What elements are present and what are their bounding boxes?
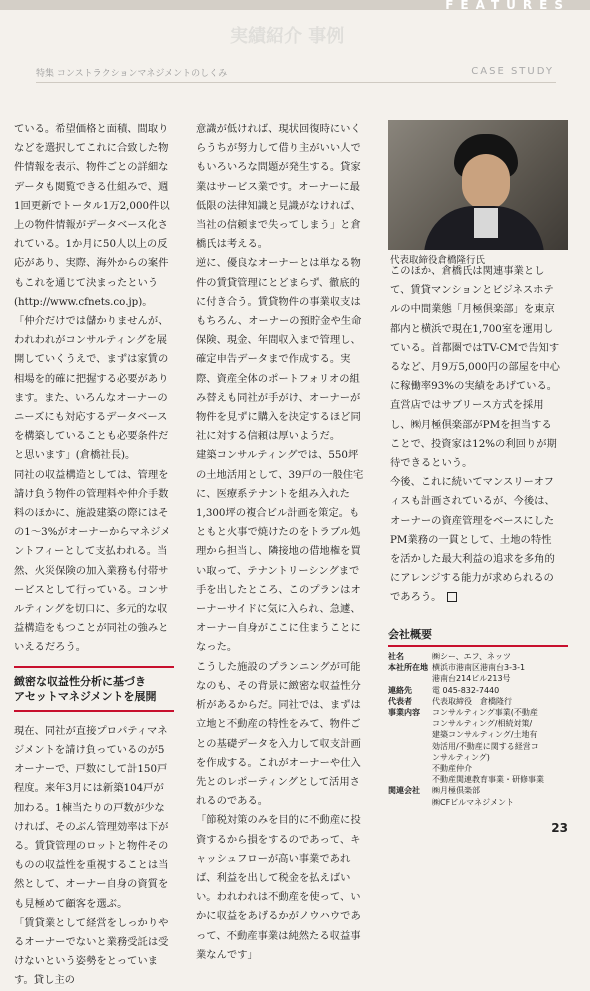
company-profile-key: 関連会社 [388, 786, 420, 796]
column-1 [14, 120, 174, 991]
company-profile-row [388, 662, 568, 684]
company-profile-value [432, 685, 568, 696]
paragraph [390, 473, 560, 607]
breadcrumb: 特集 コンストラクションマネジメントのしくみ [36, 69, 228, 79]
section-heading-line-1: 緻密な収益性分析に基づき [14, 674, 146, 688]
company-profile-value-line: 効活用/不動産に関する経営コ [432, 741, 539, 751]
paragraph: 逆に、優良なオーナーとは単なる物件の賃貸管理にとどまらず、徹底的に付き合う。賃貸物件の事業収支はもちろん、オーナーの預貯金や生命保険、現金、年間収入まで管理し、確定申告データまで作成する。実際、資産全体のポートフォリオの組み替えも同社が手がけ、オーナーが物件を見ずに購入を決定するほど同社に対する信頼は厚いようだ。 [196, 257, 362, 443]
company-profile-value-line: ンサルティング) [432, 752, 490, 762]
company-profile-value-line: ㈱月極倶楽部 [432, 786, 480, 796]
company-profile-value-line: 港南台214ビル213号 [432, 674, 511, 684]
paragraph: 意識が低ければ、現状回復時にいくらうちが努力して借り主がいい人でもいろいろな問題が発生する。貸家業はサービス業です。オーナーに最低限の法律知識と見識がなければ、当社の信頼まで失ってしまう」と倉橋氏は考える。 [196, 123, 361, 251]
company-profile-value-line: ㈱シー、エフ、ネッツ [432, 652, 512, 661]
paragraph: 建築コンサルティングでは、550坪の土地活用として、39戸の一般住宅に、医療系テナントを組み入れた1,300坪の複合ビル計画を策定。もともと火事で焼けたのをトラブル処理から担当し、隣接地の借地権を買い取って、テナントリーシングまで手を出したところ、このプランはオーナーサイドに気に入られ、急遽、オーナー自身がここに住まうことになった。 [196, 449, 364, 654]
paragraph: ている。希望価格と面積、間取りなどを選択してこれに合致した物件情報を表示、物件ごとの詳細なデータも閲覧できる仕組みで、週1回更新でトータル1万2,000件以上の物件情報がデータベース化されている。1か月に50人以上の反応があり、実際、海外からの案件もこれを通じて決まったという (http://www.cfnets.co.jp)。 [14, 123, 170, 308]
company-profile-value [432, 696, 568, 707]
company-profile-value-line: コンサルティング/相続対策/ [432, 719, 533, 729]
company-profile-row [388, 685, 568, 696]
page-number: 23 [551, 821, 568, 835]
company-profile-rows [388, 651, 568, 808]
company-profile-key: 代表者 [388, 696, 412, 706]
company-profile-key: 社名 [388, 652, 404, 661]
ghost-title: 実績紹介 事例 [230, 26, 345, 47]
column-3 [390, 262, 560, 608]
section-heading [14, 666, 174, 712]
company-profile-key: 連絡先 [388, 685, 412, 695]
section-label: FEATURES [445, 0, 570, 12]
paragraph: 同社の収益構造としては、管理を請け負う物件の管理料や仲介手数料のほかに、施設建築の際にはその1〜3%がオーナーからマネジメントフィーとして支払われる。当然、火災保険の加入業務も付帯サービスとして行っている。コンサルティングを切口に、多元的な収益構造をもつことが同社の強みといえるだろう。 [14, 468, 171, 654]
company-profile [388, 626, 568, 808]
company-profile-value [432, 785, 568, 807]
company-profile-key: 本社所在地 [388, 663, 428, 673]
company-profile-value-line: 不動産仲介 [432, 764, 472, 774]
company-profile-row [388, 696, 568, 707]
paragraph: 「仲介だけでは儲かりませんが、われわれがコンサルティングを展開していくうえで、まずは家賃の相場を的確に把握する必要があります。また、いろんなオーナーのニーズにも対応するデータベースを構築していることも必要条件だと思います」(倉橋社長)。 [14, 315, 169, 462]
section-heading-line-2: アセットマネジメントを展開 [14, 689, 157, 703]
end-mark-icon [447, 592, 457, 602]
company-profile-value-line: 電 045-832-7440 [432, 685, 500, 695]
paragraph: 「節税対策のみを目的に不動産に投資するから損をするのであって、キャッシュフローが高い事業であれば、利益を出して税金を払えばいい。われわれは不動産を使って、いかに収益をあげるかがノウハウであって、不動産事業は純然たる収益事業なんです」 [196, 814, 361, 961]
column-2 [196, 120, 366, 965]
header-rule [36, 82, 556, 83]
company-profile-key: 事業内容 [388, 708, 420, 718]
case-study-label: CASE STUDY [471, 66, 554, 77]
photo-caption: 代表取締役倉橋隆行氏 [390, 255, 486, 266]
company-profile-value [432, 662, 568, 684]
paragraph: こうした施設のプランニングが可能なのも、その背景に緻密な収益性分析があるからだ。同社では、まずは立地と不動産の特性をみて、物件ごとの基礎データを入力して収支計画を作成する。これがオーナーや仕入先とのレポーティングとして活用されるのである。 [196, 660, 361, 808]
company-profile-value [432, 651, 568, 662]
company-profile-row [388, 785, 568, 807]
paragraph: 現在、同社が直接プロパティマネジメントを請け負っているのが5オーナーで、戸数にして計150戸程度。来年3月には新築104戸が加わる。1棟当たりの戸数が少なければ、そのぶん管理効率は下がる。賃貸管理のロットと物件そのものの収益性を重視することは当然として、オーナー自身の資質をも見極めて顧客を選ぶ。 [14, 724, 169, 910]
paragraph-text: 今後、これに続いてマンスリーオフィスも計画されているが、今後は、オーナーの資産管理をベースにしたPM業務の一貫として、土地の特性を活かした最大利益の追求を多角的にアレンジする能力が求められるのであろう。 [390, 476, 555, 604]
portrait-photo [388, 120, 568, 250]
company-profile-value-line: 建築コンサルティング/土地有 [432, 730, 538, 740]
company-profile-value-line: コンサルティング事業(不動産 [432, 708, 538, 718]
company-profile-row [388, 651, 568, 662]
company-profile-title: 会社概要 [388, 626, 568, 647]
paragraph: 「賃貸業として経営をしっかりやるオーナーでないと業務受託は受けないという姿勢をとっています。貸し主の [14, 916, 169, 987]
company-profile-value-line: ㈱CFビルマネジメント [432, 797, 514, 807]
paragraph: このほか、倉橋氏は関連事業として、賃貸マンションとビジネスホテルの中間業態「月極倶楽部」を東京都内と横浜で現在1,700室を運用している。首都圏ではTV-CMで告知するなど、月9万5,000円の部屋を中心に稼働率93%の実績をあげている。直営店ではサブリース方式を採用し、㈱月極倶楽部がPMを担当することで、投資家は12%の利回りが期待できるという。 [390, 265, 560, 470]
company-profile-row [388, 707, 568, 785]
company-profile-value-line: 横浜市港南区港南台3-3-1 [432, 663, 526, 673]
company-profile-value-line: 代表取締役 倉橋隆行 [432, 696, 512, 706]
company-profile-value-line: 不動産関連教育事業・研修事業 [432, 775, 544, 785]
company-profile-value [432, 707, 568, 785]
